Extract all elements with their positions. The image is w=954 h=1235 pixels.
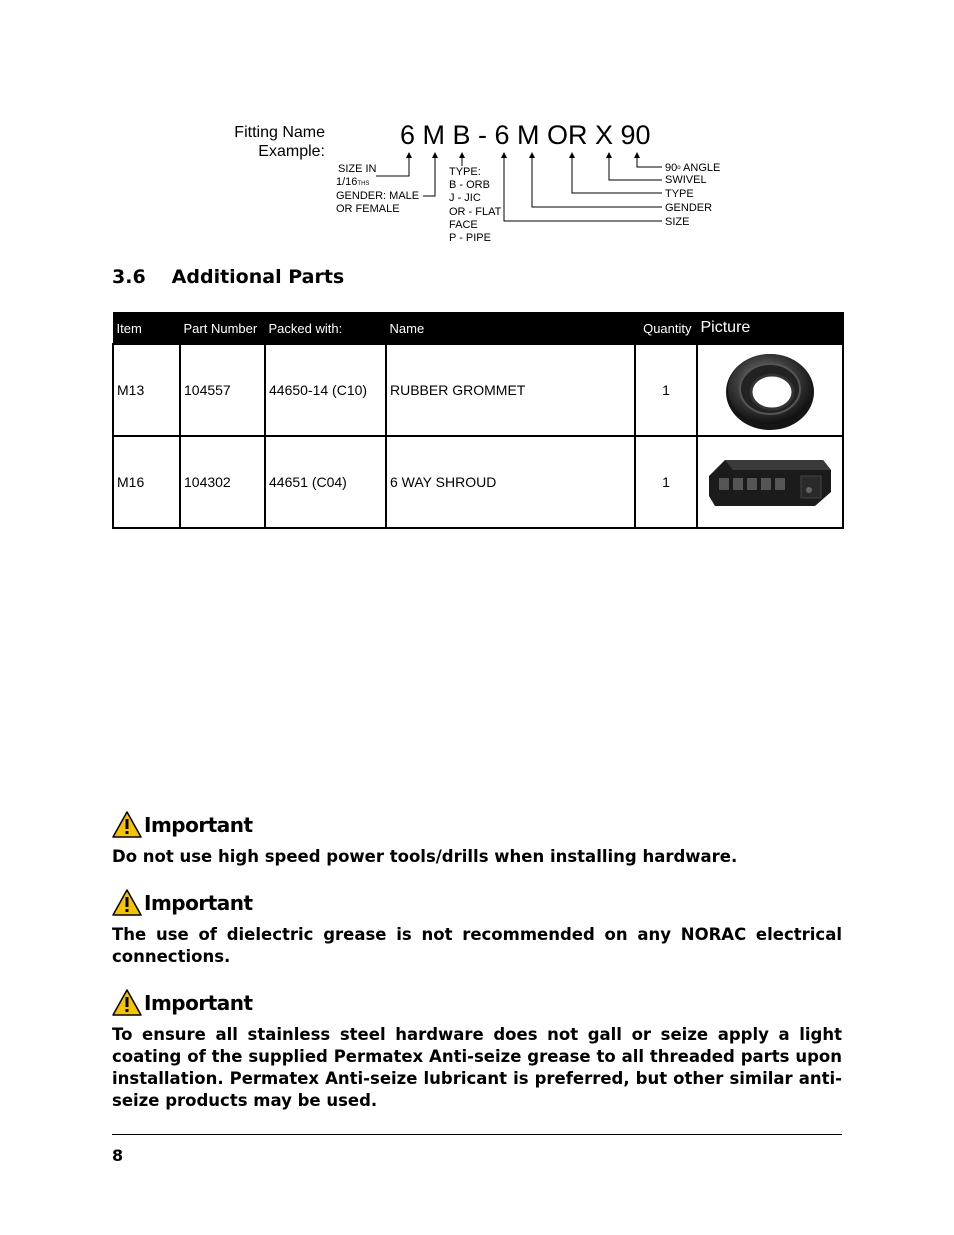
notice-text: To ensure all stainless steel hardware does not gall or seize apply a light coating of the supplied Permatex Anti-seize grease to all threaded parts upon installation. Permatex Anti-seize lubricant is preferred, but other similar anti-seize products may be used. (112, 1025, 842, 1110)
connector-shroud-image (705, 446, 835, 516)
cell-name: 6 WAY SHROUD (386, 436, 635, 528)
notice-text: The use of dielectric grease is not recommended on any NORAC electrical connections. (112, 925, 842, 966)
fitting-name-example: 6 M B - 6 M OR X 90 (400, 120, 651, 150)
section-heading (112, 266, 344, 288)
table-header-row (113, 313, 843, 345)
type-note-4: FACE (449, 218, 478, 231)
warning-triangle-icon (112, 889, 142, 916)
arrow-head (569, 152, 575, 158)
fitting-label-line1: Fitting Name (234, 124, 325, 141)
notice-header (112, 889, 842, 916)
cell-packed-with: 44651 (C04) (265, 436, 386, 528)
important-notice-3 (112, 989, 842, 1112)
arrow-head (459, 152, 465, 158)
notice-title: Important (144, 990, 253, 1015)
angle-word: ANGLE (683, 162, 721, 174)
angle-leader-line (637, 156, 662, 167)
fitting-diagram-lines (0, 0, 954, 260)
cell-quantity: 1 (635, 436, 697, 528)
gender-note-line1: GENDER: MALE (336, 190, 420, 202)
type2-leader-line (572, 156, 662, 193)
fitting-label-line2: Example: (258, 143, 325, 160)
arrow-head (432, 152, 438, 158)
additional-parts-table (112, 312, 844, 529)
sixteenths-sup: THS (357, 181, 370, 187)
warning-triangle-icon (112, 811, 142, 838)
notice-text: Do not use high speed power tools/drills when installing hardware. (112, 847, 738, 866)
table-row (113, 436, 843, 528)
size2-leader-line (504, 156, 662, 221)
section-title: Additional Parts (171, 266, 345, 288)
arrow-head (606, 152, 612, 158)
notice-header (112, 811, 842, 838)
table-row (113, 344, 843, 436)
type-note-1: B - ORB (449, 179, 490, 192)
type-note-2: J - JIC (449, 192, 481, 205)
gender-note-line2: OR FEMALE (336, 203, 400, 215)
warning-triangle-icon (112, 989, 142, 1016)
arrow-head (634, 152, 640, 158)
size-leader-line (376, 156, 409, 176)
swivel-leader-line (609, 156, 662, 180)
rubber-grommet-image (720, 346, 820, 432)
header-name: Name (386, 313, 635, 345)
type-note: TYPE (665, 188, 694, 200)
important-notice-2 (112, 889, 842, 968)
cell-picture (697, 344, 843, 436)
important-notice-1 (112, 811, 842, 868)
swivel-note: SWIVEL (665, 174, 707, 186)
cell-part-number: 104302 (180, 436, 265, 528)
cell-item: M16 (113, 436, 180, 528)
type-note-5: P - PIPE (449, 232, 491, 245)
section-number: 3.6 (112, 266, 146, 288)
type-note-0: TYPE: (449, 166, 481, 178)
footer-rule (112, 1134, 842, 1135)
arrow-head (501, 152, 507, 158)
header-part-number: Part Number (180, 313, 265, 345)
size-in-note: SIZE IN (338, 163, 377, 175)
type-note-3: OR - FLAT (449, 205, 502, 218)
sixteenths-text: 1/16 (336, 176, 358, 188)
cell-item: M13 (113, 344, 180, 436)
header-picture: Picture (697, 313, 843, 345)
cell-quantity: 1 (635, 344, 697, 436)
arrow-head (406, 152, 412, 158)
notice-title: Important (144, 812, 253, 837)
angle-degree-sup: o (677, 165, 681, 171)
notice-title: Important (144, 890, 253, 915)
gender-note: GENDER (665, 202, 713, 214)
arrow-head (529, 152, 535, 158)
gender-leader-line (423, 156, 435, 196)
page-number: 8 (112, 1146, 124, 1165)
angle-num: 90 (665, 162, 678, 174)
header-quantity: Quantity (635, 313, 697, 345)
size-note: SIZE (665, 216, 690, 228)
header-item: Item (113, 313, 180, 345)
cell-packed-with: 44650-14 (C10) (265, 344, 386, 436)
cell-name: RUBBER GROMMET (386, 344, 635, 436)
gender2-leader-line (532, 156, 662, 207)
header-packed-with: Packed with: (265, 313, 386, 345)
cell-picture (697, 436, 843, 528)
cell-part-number: 104557 (180, 344, 265, 436)
notice-header (112, 989, 842, 1016)
